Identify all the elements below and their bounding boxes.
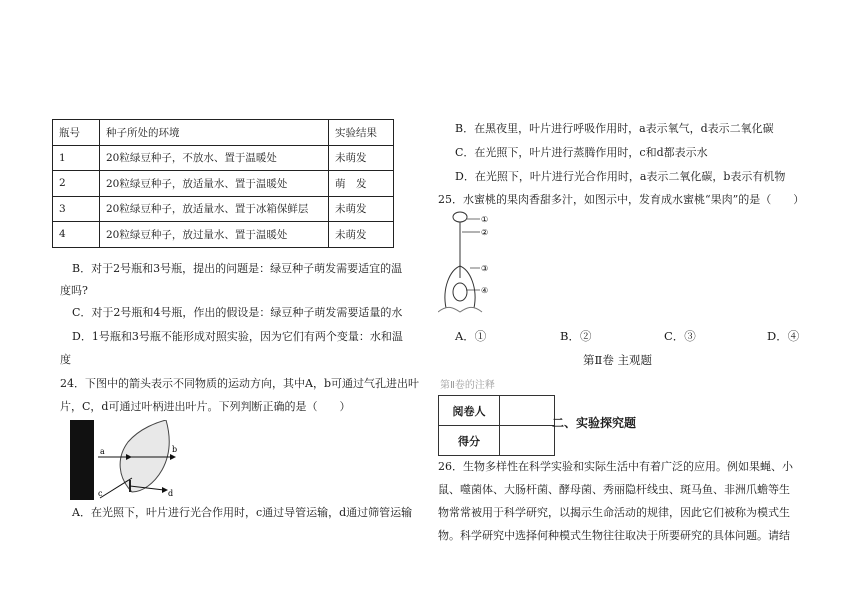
q25-option-c: C．③	[664, 329, 696, 343]
score-label: 得分	[439, 426, 500, 456]
q26-line2: 鼠、噬菌体、大肠杆菌、酵母菌、秀丽隐杆线虫、斑马鱼、非洲爪蟾等生	[438, 483, 790, 496]
table-header: 实验结果	[329, 120, 394, 146]
q24-line1: 24．下图中的箭头表示不同物质的运动方向，其中A，b可通过气孔进出叶	[60, 377, 419, 390]
receptacle	[438, 307, 482, 312]
option-d-line2: 度	[60, 353, 71, 366]
table-cell: 未萌发	[329, 145, 394, 171]
reviewer-label: 阅卷人	[439, 396, 500, 426]
flower-label-1: ①	[481, 215, 489, 224]
table-cell: 2	[53, 171, 100, 197]
q24-line2: 片，C，d可通过叶柄进出叶片。下列判断正确的是（ ）	[60, 400, 351, 413]
q25-line: 25．水蜜桃的果肉香甜多汁，如图示中，发育成水蜜桃“果肉”的是（ ）	[438, 193, 805, 206]
ovule	[453, 283, 467, 301]
flower-label-4: ④	[481, 286, 489, 295]
part2-note: 第Ⅱ卷的注释	[440, 380, 495, 391]
option-c-line: C．对于2号瓶和4号瓶，作出的假设是：绿豆种子萌发需要适量的水	[72, 306, 403, 319]
table-cell: 1	[53, 145, 100, 171]
table-row	[53, 171, 394, 197]
table-cell: 未萌发	[329, 222, 394, 248]
arrow-b-head	[170, 454, 176, 460]
table-cell: 未萌发	[329, 196, 394, 222]
table-cell: 4	[53, 222, 100, 248]
score-blank	[500, 426, 555, 456]
section-title: 二、实验探究题	[552, 416, 637, 430]
table-cell: 萌 发	[329, 171, 394, 197]
leaf-label-a: a	[100, 447, 105, 456]
flower-label-3: ③	[481, 264, 489, 273]
flower-diagram	[438, 208, 498, 318]
score-table	[438, 395, 555, 456]
table-cell: 20粒绿豆种子，放过量水、置于温暖处	[100, 222, 329, 248]
option-d-line1: D．1号瓶和3号瓶不能形成对照实验，因为它们有两个变量：水和温	[72, 330, 403, 343]
table-cell: 20粒绿豆种子，放适量水、置于温暖处	[100, 171, 329, 197]
table-header: 瓶号	[53, 120, 100, 146]
option-a-line: A．在光照下，叶片进行光合作用时，c通过导管运输，d通过筛管运输	[72, 506, 413, 519]
leaf-diagram	[70, 420, 210, 500]
part2-heading: 第Ⅱ卷 主观题	[583, 353, 652, 367]
table-row	[53, 196, 394, 222]
reviewer-blank	[500, 396, 555, 426]
table-row	[53, 222, 394, 248]
black-panel	[70, 420, 94, 500]
q26-line1: 26．生物多样性在科学实验和实际生活中有着广泛的应用。例如果蝇、小	[438, 460, 793, 473]
table-cell: 20粒绿豆种子，放适量水、置于冰箱保鲜层	[100, 196, 329, 222]
q25-option-d: D．④	[767, 329, 800, 343]
stigma	[453, 212, 467, 222]
r-option-b: B．在黑夜里，叶片进行呼吸作用时，a表示氧气，d表示二氧化碳	[455, 122, 774, 135]
q26-line3: 物常常被用于科学研究，以揭示生命活动的规律，因此它们被称为模式生	[438, 506, 790, 519]
q26-line4: 物。科学研究中选择何种模式生物往往取决于所要研究的具体问题。请结	[438, 529, 790, 542]
q25-option-b: B．②	[560, 329, 592, 343]
r-option-d: D．在光照下，叶片进行光合作用时，a表示二氧化碳，b表示有机物	[455, 170, 786, 183]
leaf-label-d: d	[168, 489, 174, 498]
option-b-line1: B．对于2号瓶和3号瓶，提出的问题是：绿豆种子萌发需要适宜的温	[72, 262, 403, 275]
arrow-c	[100, 478, 132, 498]
flower-label-2: ②	[481, 228, 489, 237]
table-row	[53, 145, 394, 171]
leaf-label-b: b	[172, 445, 178, 454]
seed-germination-table	[52, 119, 394, 248]
table-cell: 20粒绿豆种子，不放水、置于温暖处	[100, 145, 329, 171]
option-b-line2: 度吗?	[60, 284, 88, 297]
leaf-label-c: c	[98, 489, 103, 498]
r-option-c: C．在光照下，叶片进行蒸腾作用时，c和d都表示水	[455, 146, 708, 159]
q25-option-a: A．①	[455, 329, 487, 343]
table-header: 种子所处的环境	[100, 120, 329, 146]
table-header-row	[53, 120, 394, 146]
table-cell: 3	[53, 196, 100, 222]
